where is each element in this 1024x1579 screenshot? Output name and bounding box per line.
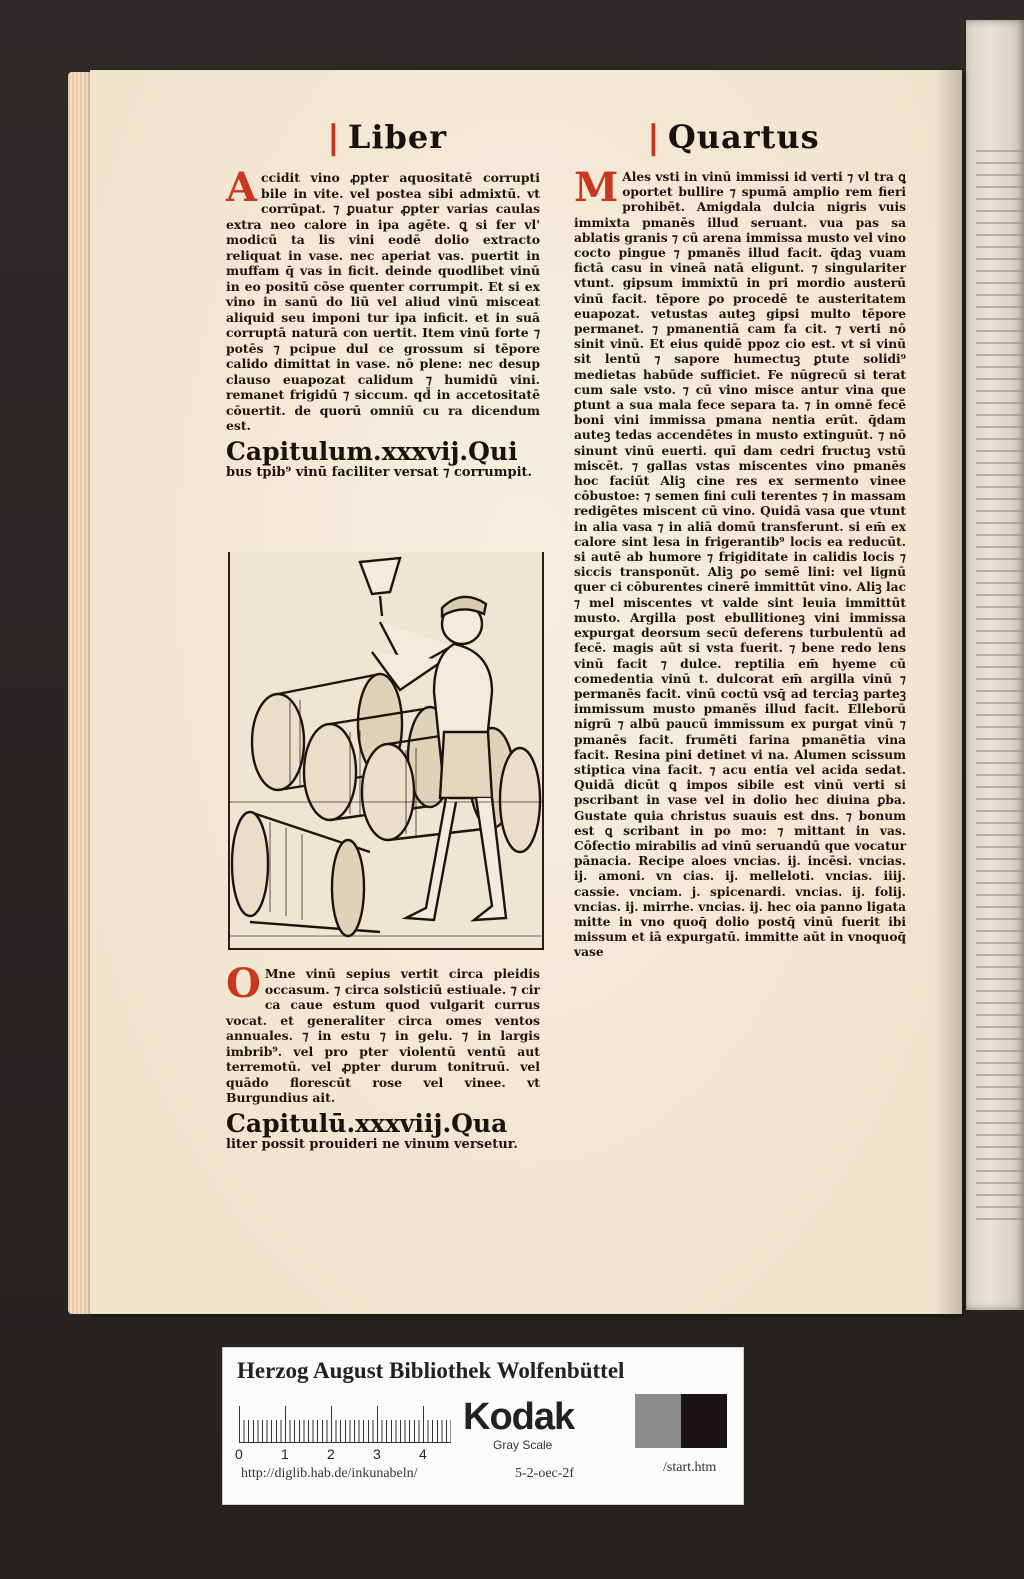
gray-swatch xyxy=(635,1394,681,1448)
drop-initial-a: A xyxy=(226,164,258,211)
start-link: /start.htm xyxy=(663,1460,717,1475)
running-head-right-mark: ❘ xyxy=(640,118,668,156)
drop-initial-o: O xyxy=(226,960,261,1007)
woodcut-wine-taster xyxy=(230,552,542,948)
chapter-37-subheading: bus tpib⁹ vinū faciliter versat ⁊ corrumpit. xyxy=(226,464,533,480)
ruler-number: 4 xyxy=(419,1446,427,1462)
black-swatch xyxy=(681,1394,727,1448)
ruler-number: 0 xyxy=(235,1446,243,1462)
chapter-38-subheading: liter possit prouideri ne vinum versetur. xyxy=(226,1136,518,1152)
ruler-major-tick xyxy=(423,1406,424,1442)
ruler-number: 1 xyxy=(281,1446,289,1462)
page-edges xyxy=(68,72,92,1314)
right-column-paragraph xyxy=(574,164,906,961)
ruler xyxy=(239,1402,451,1443)
paragraph-2-text: Mne vinū sepius vertit circa pleidis occasum. ⁊ circa solsticiū estiuale. ⁊ cir ca caue estum quod vulgarit currus vocat. et generaliter circa omes ventos annuales. ⁊ in estu ⁊ in gelu. ⁊ in largis imbrib⁹. vel pro pter violentū ventū aut terremotū. vel ꝓpter durum tonitruū. vel quādo florescūt rose vel vinee. vt Burgundius ait. xyxy=(226,966,540,1105)
facing-page-text xyxy=(976,150,1024,1230)
ruler-major-tick xyxy=(285,1406,286,1442)
paragraph-2 xyxy=(226,960,540,1106)
drop-initial-m: M xyxy=(574,164,619,211)
ruler-major-tick xyxy=(239,1406,240,1442)
kodak-logo: Kodak xyxy=(463,1396,575,1438)
chapter-38-heading: Capitulū.xxxviij.Qua xyxy=(226,1108,508,1138)
library-title: Herzog August Bibliothek Wolfenbüttel xyxy=(237,1358,625,1383)
right-column xyxy=(574,164,906,961)
left-column-upper xyxy=(226,164,540,487)
ruler-major-tick xyxy=(331,1406,332,1442)
left-column-lower xyxy=(226,960,540,1159)
color-target-card xyxy=(222,1347,744,1505)
right-column-text: Ales vsti in vinū immissi id verti ⁊ vl tra ꝗ oportet bullire ⁊ spumā amplio rem fieri prohibēt. Amigdala dulcia nigris vuis immixta pmanēs illud seruant. vua pas sa ablatis granis ⁊ cū arena immissa musto vel vino cocto pingue ⁊ pmanēs illud facit. q̄daꝫ vuam fictā casu in vineā natā eligunt. ⁊ singulariter vtunt. gipsum immixtū in pri mordio austerū vinū facit. tēpore ꝑo procedē te austeritatem euapozat. vetustas auteꝫ gipsi multo tēpore permanet. ⁊ pmanentiā cam fa cit. ⁊ verti nō sinit vinū. Et eius quidē ppoz cio est. vt si vinū sit lentū ⁊ sapore humectuꝫ ꝑtute solidi⁹ medietas habūde sufficiet. Fe nūgrecū si terat cum sale vsto. ⁊ cū vino misce antur vina que ꝑtunt a sua mala fece separa ta. ⁊ in omnē fecē boni vini immissa pmana nentia erūt. q̄dam auteꝫ tedas accendētes in musto extinguūt. ⁊ nō sinunt vinū euerti. quī dam cedri fructuꝫ vstū miscēt. ⁊ gallas vstas miscentes vino pmanēs hoc faciūt Aliꝫ cine res ex sermento vinee cōbustoe: ⁊ semen fini culi terentes ⁊ in massam redigētes miscent cū vino. Quidā vasa que vtunt in alia vasa ⁊ in aliā domū transferunt. si em̄ ex calore sint lesa in frigerantib⁹ locis ea reducūt. si autē ab humore ⁊ frigiditate in calidis locis ⁊ siccis transponūt. Aliꝫ ꝑo semē lini: vel lignū quer ci cōburentes cinerē immittūt vino. Aliꝫ lac ⁊ mel miscentes vt valde sint leuia immittūt musto. Argilla post ebullitioneꝫ vini immissa expurgat deorsum secū deferens turbulentū ad fecē. magis aūt si vsta fuerit. ⁊ bene redo lens vinū facit ⁊ dulce. reptilia em̄ hyeme cū comedentia vinū t. dulcorat em̄ argilla vinū ⁊ permanēs facit. vinū coctū vsq̄ ad terciaꝫ parteꝫ immissum musto pmanēs illud facit. Elleborū nigrū ⁊ albū paucū immissum ex purgat vinū ⁊ pmanēs facit. frumēti farina pmanētia vina facit. Resina pini detinet vi na. Alumen scissum stiptica vina facit. ⁊ acu entia vel acida sedat. Quidā dicūt ꝗ impos sibile est vinū verti si pscribant in vase vel in dolio hec diuina ꝑba. Gustate quia christus suauis est dns. ⁊ bonum est ꝗ scribant in po mo: ⁊ mittant in vas. Cōfectio mirabilis ad vinū seruandū que vocatur pānacia. Recipe aloes vncias. ij. incēsi. vncias. ij. amoni. vn cias. ij. melleloti. vncias. iiij. cassie. vnciam. j. spicenardi. vncias. ij. folij. vncias. ij. mirrhe. vncias. ij. hec oia panno ligata mitte in vno quoq̄ dolio postq̄ vinū fuerit ibi missum et iā expurgatū. immitte aūt in vnoquoq̄ vase xyxy=(574,170,906,960)
running-head-right-text: Quartus xyxy=(667,118,820,156)
running-head-right xyxy=(640,118,820,156)
shelfmark: 5-2-oec-2f xyxy=(515,1466,575,1481)
running-head-left-text: Liber xyxy=(347,118,448,156)
chapter-37-heading: Capitulum.xxxvij.Qui xyxy=(226,436,518,466)
ruler-number: 2 xyxy=(327,1446,335,1462)
paragraph-1 xyxy=(226,164,540,434)
paragraph-1-text: ccidit vino ꝓpter aquositatē corrupti bile in vite. vel postea sibi admixtū. vt corrūpat. ⁊ ꝑuatur ꝓpter varias caulas extra neo calore in ipa agēte. ꝗ si fer vl' modicū ta lis vini eodē dolio extracto reliquat in vase. nec aperiat vas. puertit in muffam q̄ vas in ficit. deinde quodlibet vinū in eo positū cōse quenter corrumpit. Et si ex vino in sanū do liū vel aliud vinū misceat aliquid seu imponi tur ipa inficit. et in suā corruptā naturā con uertit. Item vinū forte ⁊ potēs ⁊ pcipue dul ce grossum si tēpore calido dimittat in vase. nō plene: nec desup clauso euapozat calidum ⁊ humidū vini. remanet frigidū ⁊ siccum. qd̄ in accetositatē cōuertit. de quorū omniū cu ra dicendum est. xyxy=(226,170,540,433)
running-head-left xyxy=(320,118,447,156)
woodcut-illustration xyxy=(228,552,544,950)
ruler-number: 3 xyxy=(373,1446,381,1462)
library-url: http://diglib.hab.de/inkunabeln/ xyxy=(241,1466,418,1481)
ruler-ticks xyxy=(239,1420,451,1442)
gray-scale-label: Gray Scale xyxy=(493,1438,553,1452)
gutter-shadow xyxy=(934,70,962,1314)
ruler-major-tick xyxy=(377,1406,378,1442)
running-head-left-mark: ❘ xyxy=(320,118,348,156)
facing-page xyxy=(966,20,1024,1310)
